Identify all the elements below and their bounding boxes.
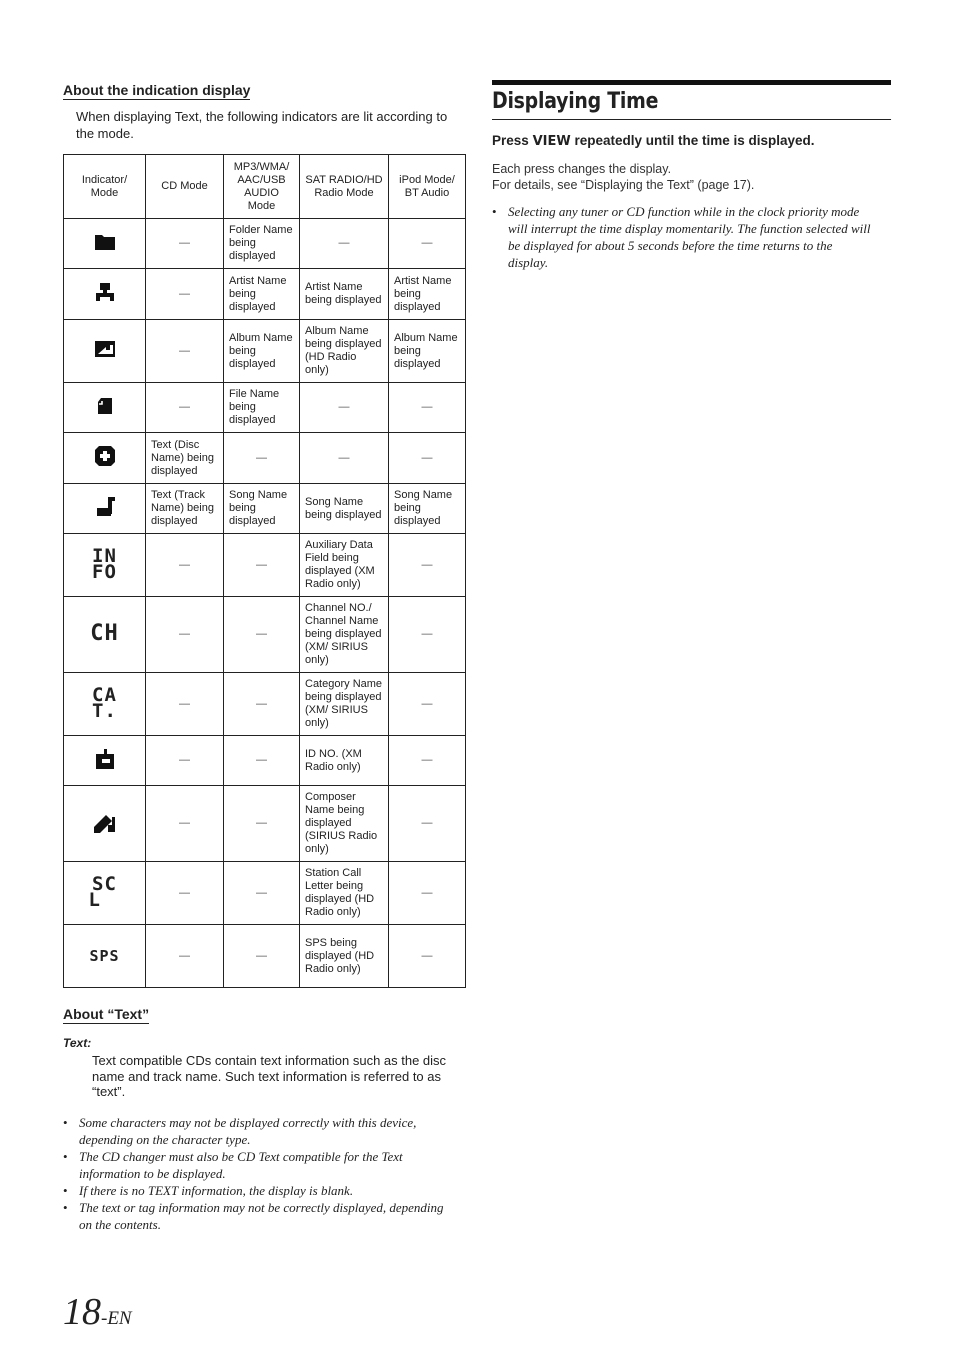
table-row: [64, 786, 466, 862]
about-text-section: [63, 1006, 465, 1233]
table-cell: —: [389, 673, 466, 736]
table-cell: —: [300, 219, 389, 269]
view-button-label: VIEW: [532, 134, 571, 149]
id-icon: [94, 748, 116, 770]
table-cell: —: [146, 862, 224, 925]
table-cell: —: [146, 736, 224, 786]
scl-icon: SC L: [88, 873, 117, 911]
right-column: [492, 80, 891, 271]
table-cell: —: [389, 597, 466, 673]
table-cell: —: [389, 534, 466, 597]
table-cell: —: [224, 597, 300, 673]
section-title-about-text: About “Text”: [63, 1006, 150, 1022]
song-icon: [94, 496, 116, 518]
table-cell: Composer Name being displayed (SIRIUS Radio only): [300, 786, 389, 862]
table-cell: Artist Name being displayed: [389, 269, 466, 320]
heading-bar: [492, 80, 891, 85]
text-label: Text:: [63, 1036, 92, 1050]
sps-icon: SPS: [89, 946, 120, 965]
table-row: [64, 673, 466, 736]
list-item: • The text or tag information may not be correctly displayed, depending on the contents.: [63, 1199, 445, 1233]
intro-text: When displaying Text, the following indicators are lit according to the mode.: [76, 109, 448, 141]
file-icon: [96, 397, 114, 415]
page-title: Displaying Time: [492, 89, 891, 120]
header-cell: iPod Mode/ BT Audio: [389, 155, 466, 219]
table-cell: —: [224, 673, 300, 736]
table-cell: —: [146, 925, 224, 988]
table-row: [64, 433, 466, 484]
table-header-row: [64, 155, 466, 219]
list-item: • The CD changer must also be CD Text compatible for the Text information to be displayed.: [63, 1148, 445, 1182]
table-cell: Category Name being displayed (XM/ SIRIUS only): [300, 673, 389, 736]
table-cell: —: [389, 925, 466, 988]
table-cell: File Name being displayed: [224, 383, 300, 433]
page-number: 18-EN: [63, 1291, 132, 1333]
list-item: • Selecting any tuner or CD function while in the clock priority mode will interrupt the time display momentarily. The function selected will be displayed for about 5 seconds before the time returns to the display.: [492, 203, 874, 271]
table-cell: Artist Name being displayed: [224, 269, 300, 320]
disc-icon: [94, 445, 116, 467]
press-instruction: Press VIEW repeatedly until the time is displayed.: [492, 133, 815, 149]
table-cell: —: [146, 383, 224, 433]
table-cell: Station Call Letter being displayed (HD Radio only): [300, 862, 389, 925]
table-cell: Song Name being displayed: [224, 484, 300, 534]
table-row: [64, 383, 466, 433]
table-cell: —: [224, 433, 300, 484]
each-press-text: Each press changes the display. For details, see “Displaying the Text” (page 17).: [492, 162, 755, 192]
table-cell: —: [300, 383, 389, 433]
table-cell: Folder Name being displayed: [224, 219, 300, 269]
table-cell: Song Name being displayed: [300, 484, 389, 534]
table-cell: Text (Track Name) being displayed: [146, 484, 224, 534]
list-item: • Some characters may not be displayed correctly with this device, depending on the character type.: [63, 1114, 445, 1148]
table-cell: —: [389, 433, 466, 484]
table-cell: —: [224, 534, 300, 597]
composer-icon: [92, 811, 118, 833]
table-cell: Channel NO./ Channel Name being displayed (XM/ SIRIUS only): [300, 597, 389, 673]
header-cell: Indicator/ Mode: [64, 155, 146, 219]
text-body: Text compatible CDs contain text information such as the disc name and track name. Such text information is referred to as “text”.: [92, 1053, 447, 1099]
table-row: [64, 736, 466, 786]
section-title-indication: About the indication display: [63, 82, 251, 98]
info-icon: IN FO: [92, 545, 117, 583]
table-cell: —: [300, 433, 389, 484]
table-row: [64, 534, 466, 597]
artist-icon: [94, 282, 116, 302]
table-cell: —: [224, 786, 300, 862]
table-row: [64, 320, 466, 383]
header-cell: SAT RADIO/HD Radio Mode: [300, 155, 389, 219]
category-icon: CA T.: [92, 684, 117, 722]
table-cell: SPS being displayed (HD Radio only): [300, 925, 389, 988]
table-cell: ID NO. (XM Radio only): [300, 736, 389, 786]
table-cell: —: [224, 925, 300, 988]
table-cell: —: [146, 269, 224, 320]
table-cell: —: [146, 673, 224, 736]
table-cell: —: [224, 736, 300, 786]
table-cell: —: [389, 736, 466, 786]
table-cell: Song Name being displayed: [389, 484, 466, 534]
notes-list: [63, 1114, 465, 1233]
table-row: [64, 925, 466, 988]
list-item: • If there is no TEXT information, the display is blank.: [63, 1182, 445, 1199]
table-cell: Artist Name being displayed: [300, 269, 389, 320]
table-cell: —: [146, 219, 224, 269]
table-row: [64, 219, 466, 269]
folder-icon: [94, 233, 116, 251]
indicator-table: [63, 154, 466, 988]
table-cell: Album Name being displayed: [389, 320, 466, 383]
table-row: [64, 269, 466, 320]
left-column: [63, 82, 465, 1233]
table-cell: —: [146, 534, 224, 597]
table-cell: —: [224, 862, 300, 925]
ch-icon: CH: [90, 620, 119, 646]
table-row: [64, 862, 466, 925]
table-cell: —: [146, 320, 224, 383]
table-cell: —: [389, 786, 466, 862]
table-cell: —: [146, 597, 224, 673]
album-icon: [94, 340, 116, 358]
table-cell: Album Name being displayed (HD Radio only): [300, 320, 389, 383]
table-cell: —: [389, 219, 466, 269]
table-cell: Auxiliary Data Field being displayed (XM Radio only): [300, 534, 389, 597]
table-row: [64, 597, 466, 673]
notes-list: [492, 203, 891, 271]
table-cell: —: [389, 862, 466, 925]
table-cell: —: [389, 383, 466, 433]
table-cell: Text (Disc Name) being displayed: [146, 433, 224, 484]
table-row: [64, 484, 466, 534]
header-cell: MP3/WMA/ AAC/USB AUDIO Mode: [224, 155, 300, 219]
table-cell: Album Name being displayed: [224, 320, 300, 383]
header-cell: CD Mode: [146, 155, 224, 219]
table-cell: —: [146, 786, 224, 862]
